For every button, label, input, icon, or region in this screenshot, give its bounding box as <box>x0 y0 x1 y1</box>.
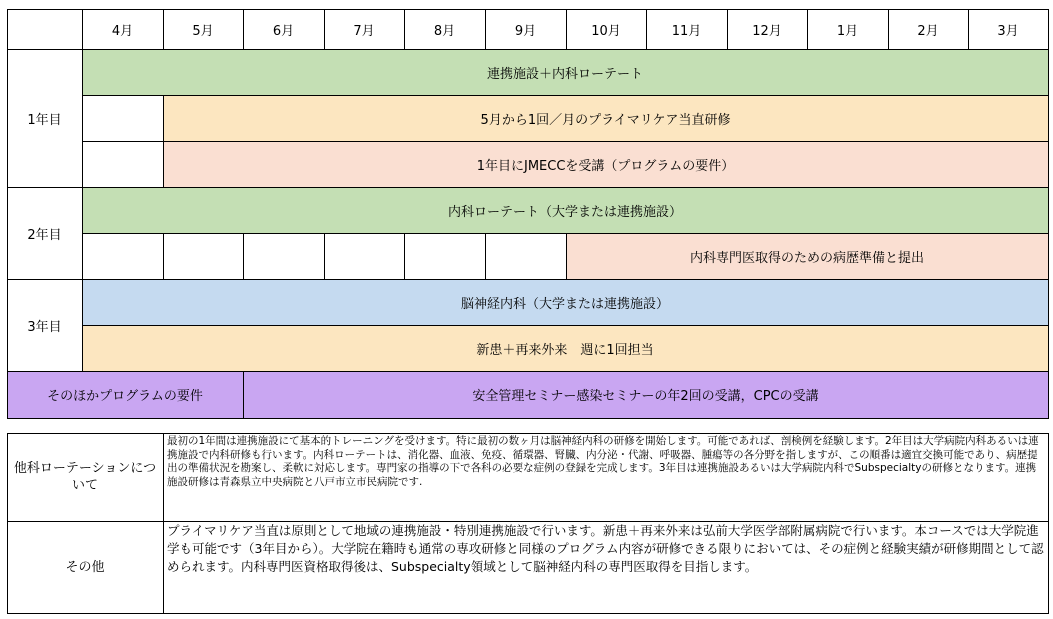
other-requirements-text-cell <box>243 371 1048 418</box>
other-requirements-label: そのほかプログラムの要件 <box>47 389 203 404</box>
month-header-3: 3月 <box>997 23 1019 39</box>
month-header-7: 7月 <box>353 23 375 39</box>
note-label-rotation-cell <box>7 433 163 521</box>
row-y2-case-records <box>566 233 1048 279</box>
month-header-9: 9月 <box>514 23 537 39</box>
month-header-12: 12月 <box>752 23 782 39</box>
month-header-5: 5月 <box>192 23 214 39</box>
row-y1-primary-care <box>163 95 1048 141</box>
row-y1-jmecc <box>163 141 1048 187</box>
note-label-other-cell <box>7 521 163 613</box>
note-label-other: その他 <box>65 559 105 575</box>
note-text-rotation: 最初の1年間は連携施設にて基本的トレーニングを受けます。特に最初の数ヶ月は脳神経内科の研修を開始します。可能であれば、剖検例を経験します。2年目は大学病院内科あるいは連携施設で内科研修も行います。内科ローテートは、消化器、血液、免疫、循環器、腎臓、内分泌・代謝、呼吸器、腫瘍等の各分野を指しますが、この順番は適宜交換可能であり、病歴提出の準備状況を勘案し、柔軟に対応します。専門家の指導の下で各科の必要な症例の登録を完成します。3年目は連携施設あるいは大学病院内科でSubspecialtyの研修となります。連携施設研修は青森県立中央病院と八戸市立市民病院です. <box>167 435 1039 488</box>
other-requirements-text: 安全管理セミナー感染セミナーの年2回の受講，CPCの受講 <box>472 389 819 404</box>
month-header-11: 11月 <box>671 23 702 39</box>
note-text-other: プライマリケア当直は原則として地域の連携施設・特別連携施設で行います。新患＋再来外来は弘前大学医学部附属病院で行います。本コースでは大学院進学も可能です（3年目から）。大学院在籍時も通常の専攻研修と同様のプログラム内容が研修できる限りにおいては、その症例と経験実績が研修期間として認められます。内科専門医資格取得後は、Subspecialty領域として脳神経内科の専門医取得を目指します。 <box>167 523 1044 574</box>
year-label-2: 2年目 <box>27 227 62 243</box>
row-y1-jmecc-label: 1年目にJMECCを受講（プログラムの要件） <box>476 158 735 174</box>
note-text-other-cell <box>163 521 1049 613</box>
note-label-rotation: 他科ローテーションについて <box>13 461 157 493</box>
row-y3-neurology-label: 脳神経内科（大学または連携施設） <box>460 296 669 312</box>
month-header-1: 1月 <box>836 23 859 39</box>
other-requirements-label-cell <box>7 371 243 418</box>
month-header-8: 8月 <box>433 23 456 39</box>
row-y3-outpatient <box>82 325 1048 371</box>
row-y2-case-records-label: 内科専門医取得のための病歴準備と提出 <box>689 250 924 266</box>
year-label-3: 3年目 <box>27 319 62 335</box>
row-y2-rotation-label: 内科ローテート（大学または連携施設） <box>447 204 682 220</box>
year-label-1: 1年目 <box>27 112 62 128</box>
row-y1-rotation <box>82 49 1048 95</box>
row-y3-outpatient-label: 新患＋再来外来 週に1回担当 <box>476 342 654 358</box>
row-y3-neurology <box>82 279 1048 325</box>
month-header-2: 2月 <box>917 23 939 39</box>
month-header-4: 4月 <box>111 23 134 39</box>
month-header-10: 10月 <box>591 23 621 39</box>
note-text-rotation-cell <box>163 433 1049 521</box>
row-y1-rotation-label: 連携施設＋内科ローテート <box>486 66 643 82</box>
month-header-6: 6月 <box>272 23 295 39</box>
row-y1-primary-care-label: 5月から1回／月のプライマリケア当直研修 <box>480 112 731 128</box>
row-y2-rotation <box>82 187 1048 233</box>
